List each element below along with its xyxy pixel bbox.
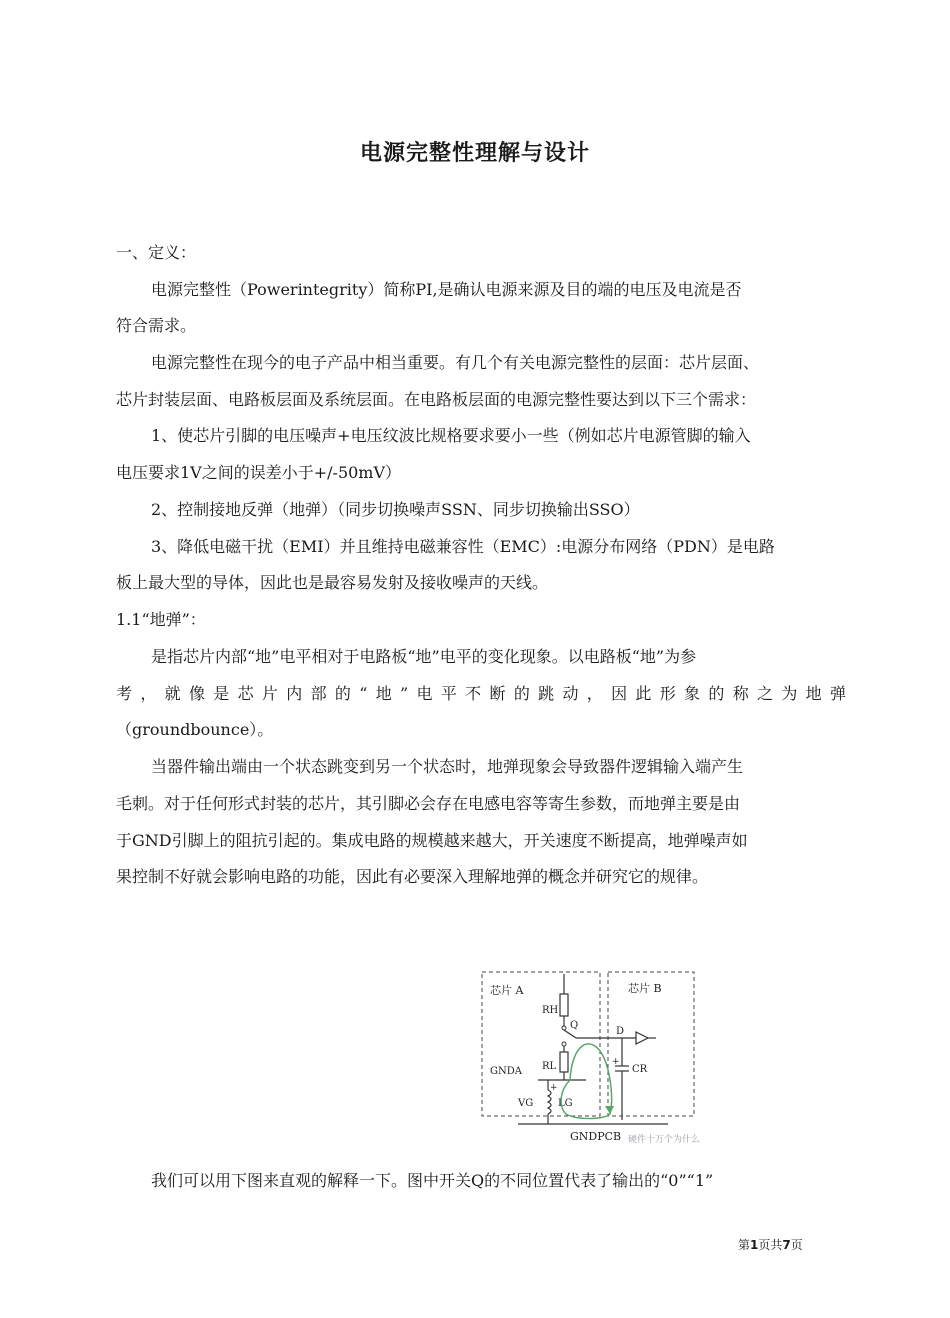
svg-text:+: + bbox=[550, 1083, 558, 1093]
paragraph-line: 果控制不好就会影响电路的功能，因此有必要深入理解地弹的概念并研究它的规律。 bbox=[116, 867, 709, 886]
paragraph-line: （groundbounce）。 bbox=[116, 720, 274, 739]
paragraph-line: 1、使芯片引脚的电压噪声+电压纹波比规格要求要小一些（例如芯片电源管脚的输入 bbox=[151, 426, 751, 445]
paragraph-line: 电压要求1V之间的误差小于+/-50mV） bbox=[116, 463, 402, 482]
gnda-label: GNDA bbox=[490, 1066, 522, 1077]
chip-a-label: 芯片 A bbox=[490, 984, 524, 997]
subsection-heading: 1.1“地弹”： bbox=[116, 610, 206, 629]
paragraph-line: 是指芯片内部“地”电平相对于电路板“地”电平的变化现象。以电路板“地”为参 bbox=[151, 647, 697, 666]
paragraph-line: 板上最大型的导体，因此也是最容易发射及接收噪声的天线。 bbox=[116, 573, 549, 592]
cr-label: CR bbox=[632, 1064, 648, 1075]
paragraph-line: 电源完整性在现今的电子产品中相当重要。有几个有关电源完整性的层面：芯片层面、 bbox=[151, 353, 760, 372]
rh-resistor bbox=[560, 994, 568, 1016]
page-title: 电源完整性理解与设计 bbox=[359, 141, 590, 166]
paragraph-line: 3、降低电磁干扰（EMI）并且维持电磁兼容性（EMC）:电源分布网络（PDN）是电路 bbox=[151, 537, 775, 556]
vg-label: VG bbox=[518, 1098, 534, 1109]
svg-text:+: + bbox=[612, 1057, 620, 1067]
paragraph-line: 电源完整性（Powerintegrity）简称PI,是确认电源来源及目的端的电压及电流是否 bbox=[151, 280, 742, 299]
paragraph-line: 考，就像是芯片内部的“地”电平不断的跳动，因此形象的称之为地弹 bbox=[116, 684, 846, 703]
d-label: D bbox=[616, 1026, 625, 1037]
paragraph-line: 于GND引脚上的阻抗引起的。集成电路的规模越来越大，开关速度不断提高，地弹噪声如 bbox=[116, 831, 748, 850]
paragraph-line: 符合需求。 bbox=[116, 316, 197, 335]
chip-b-label: 芯片 B bbox=[628, 982, 662, 995]
switch-q bbox=[564, 1030, 576, 1038]
rl-label: RL bbox=[542, 1061, 557, 1072]
current-page: 1 bbox=[750, 1238, 759, 1252]
gndpcb-label: GNDPCB bbox=[570, 1130, 622, 1143]
page-footer: 第1页共7页 bbox=[738, 1238, 803, 1252]
paragraph-line: 我们可以用下图来直观的解释一下。图中开关Q的不同位置代表了输出的“0”“1” bbox=[151, 1171, 714, 1190]
lg-label: LG bbox=[558, 1098, 573, 1109]
total-pages: 7 bbox=[782, 1238, 791, 1252]
section-heading: 一、定义： bbox=[116, 243, 197, 262]
ground-bounce-circuit-diagram bbox=[478, 968, 728, 1154]
inductor-lg bbox=[548, 1090, 551, 1114]
paragraph-line: 2、控制接地反弹（地弹）（同步切换噪声SSN、同步切换输出SSO） bbox=[151, 500, 640, 519]
buffer-d bbox=[636, 1032, 648, 1044]
rl-resistor bbox=[560, 1052, 568, 1072]
watermark-text: 硬件十万个为什么 bbox=[628, 1135, 701, 1145]
q-label: Q bbox=[570, 1020, 579, 1031]
rh-label: RH bbox=[542, 1005, 559, 1016]
paragraph-line: 当器件输出端由一个状态跳变到另一个状态时，地弹现象会导致器件逻辑输入端产生 bbox=[151, 757, 744, 776]
paragraph-line: 毛刺。对于任何形式封装的芯片，其引脚必会存在电感电容等寄生参数，而地弹主要是由 bbox=[116, 794, 741, 813]
paragraph-line: 芯片封装层面、电路板层面及系统层面。在电路板层面的电源完整性要达到以下三个需求： bbox=[116, 390, 757, 409]
